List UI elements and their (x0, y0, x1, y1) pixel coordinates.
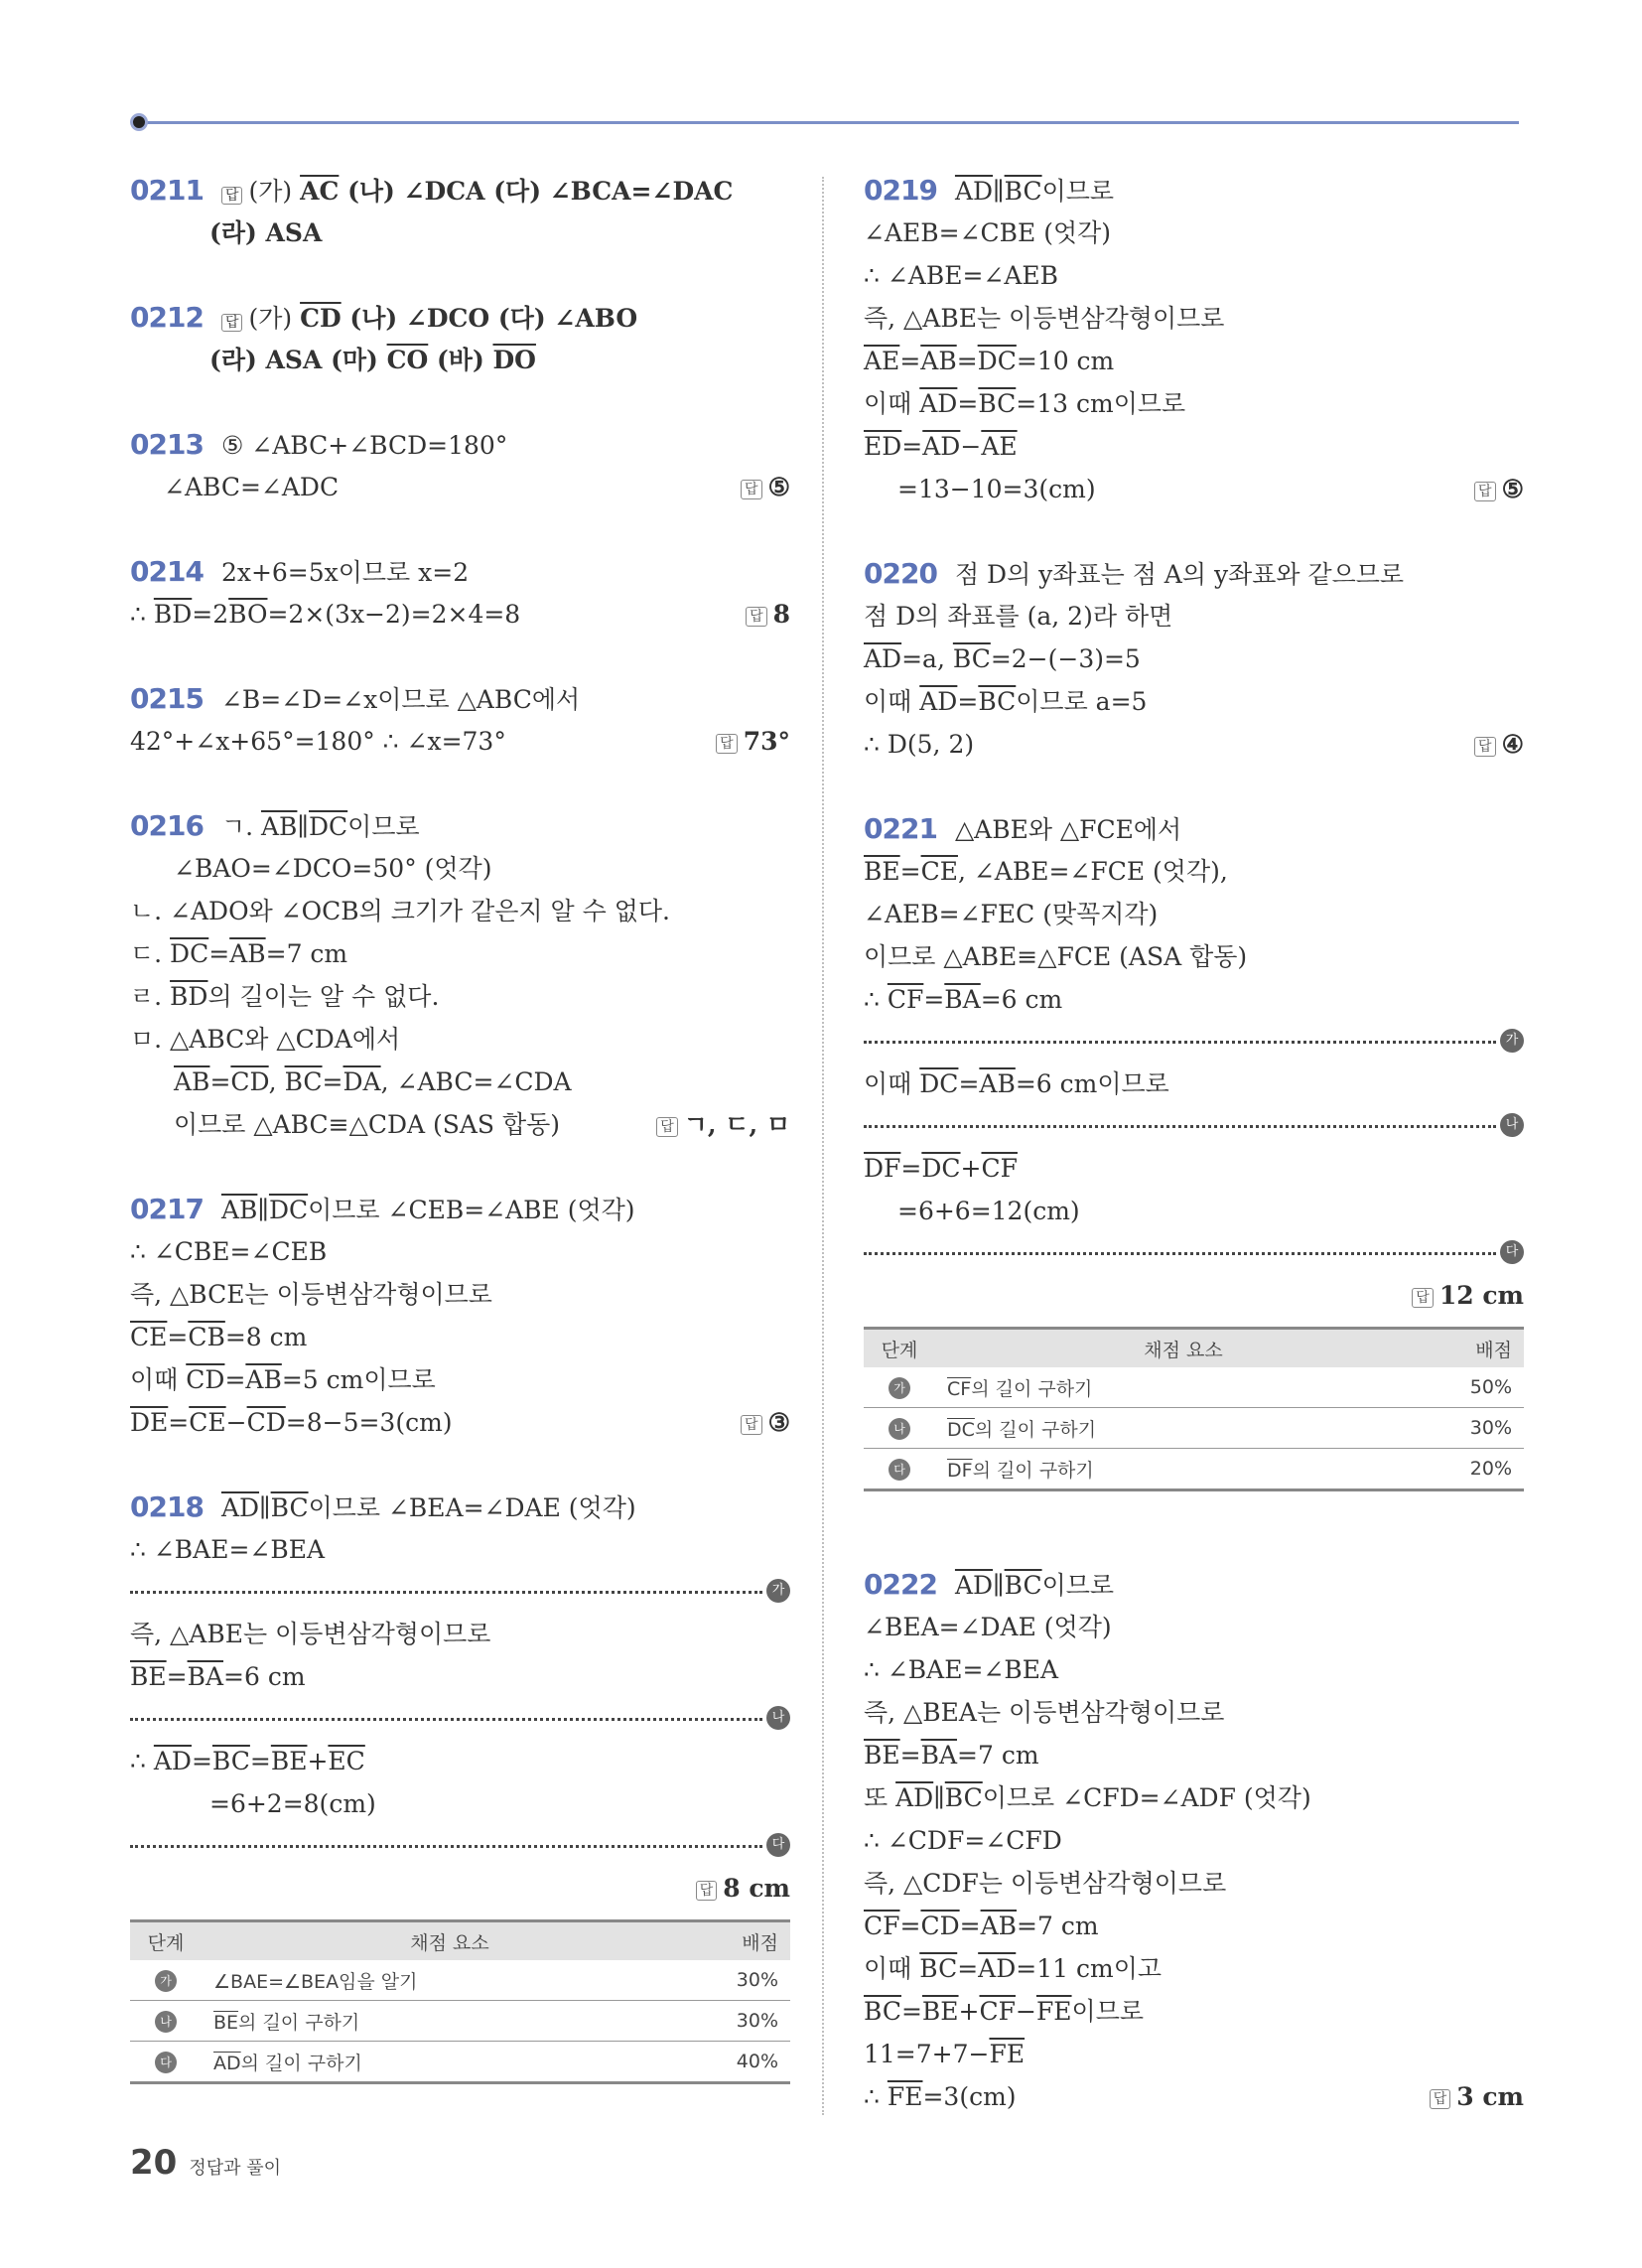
answer-box: 답 ⑤ (1474, 468, 1524, 510)
table-row: 다 $\overline{DF}$의 길이 구하기 20% (864, 1449, 1524, 1490)
column-divider (822, 177, 824, 2115)
problem-0221-line4: 이므로 △ABE≡△FCE (ASA 합동) (864, 942, 1248, 971)
problem-0220-line1: 0220 점 D의 y좌표는 점 A의 y좌표와 같으므로 (864, 557, 1405, 590)
problem-0218-line3: 즉, △ABE는 이등변삼각형이므로 (130, 1620, 491, 1648)
overline-segment: $\overline{AB}$ (260, 812, 298, 841)
overline-segment: $\overline{CE}$ (130, 1323, 168, 1351)
overline-segment: $\overline{AD}$ (220, 1493, 260, 1522)
step-divider (864, 1027, 1524, 1057)
problem-0217-line4: $\overline{CE}=\overline{CB}=8$ cm (130, 1323, 308, 1351)
problem-0222-line5: $\overline{BE}=\overline{BA}=7$ cm (864, 1741, 1039, 1770)
overline-segment: $\overline{DC}$ (308, 812, 348, 841)
step-marker: 가 (1500, 1029, 1524, 1053)
answer-tag: 답 (221, 177, 249, 206)
left-column (130, 169, 790, 2084)
problem-0214-line1: 0214 2x+6=5x이므로 x=2 (130, 555, 470, 588)
problem-0216-line6: ㅁ. △ABC와 △CDA에서 (130, 1025, 401, 1054)
problem-0216-line3: ㄴ. ∠ADO와 ∠OCB의 크기가 같은지 알 수 없다. (130, 897, 670, 925)
answer-box: 답 ⑤ (741, 466, 790, 508)
step-marker: 다 (889, 1459, 910, 1481)
answer-box: 답 73° (716, 720, 790, 763)
problem-0221-line8: =6+6=12(cm) (897, 1197, 1080, 1225)
overline-segment: $\overline{AB}$ (229, 939, 266, 968)
table-row: 가 $\overline{CF}$의 길이 구하기 50% (864, 1367, 1524, 1408)
problem-0222-line1: 0222 $\overline{AD}\parallel\overline{BC}$이므로 (864, 1568, 1115, 1601)
overline-segment: $\overline{DC}$ (268, 1196, 309, 1224)
page-footer (130, 2143, 281, 2183)
step-divider (864, 1238, 1524, 1268)
answer-box: 답 12 cm (1412, 1274, 1524, 1317)
problem-0222-line8: 즉, △CDF는 이등변삼각형이므로 (864, 1869, 1227, 1898)
problem-0219-line5: $\overline{AE}=\overline{AB}=\overline{DC}=10$ cm (864, 347, 1115, 375)
problem-0222-line9: $\overline{CF}=\overline{CD}=\overline{AB}=7$ cm (864, 1912, 1099, 1940)
step-divider (130, 1704, 790, 1734)
problem-0221-line3: ∠AEB=∠FEC (맞꼭지각) (864, 900, 1159, 928)
overline-segment: $\overline{DA}$ (342, 1067, 381, 1096)
step-marker: 다 (766, 1833, 790, 1857)
col-header: 배점 (1432, 1329, 1524, 1368)
col-header: 단계 (864, 1329, 935, 1368)
col-header: 배점 (698, 1921, 790, 1961)
problem-0222-line2: ∠BEA=∠DAE (엇각) (864, 1613, 1112, 1641)
overline-segment: $\overline{DC}$ (170, 939, 209, 968)
overline-segment: $\overline{AD}$ (153, 1747, 192, 1775)
overline-segment: $\overline{CD}$ (300, 304, 342, 333)
overline-segment: $\overline{AB}$ (174, 1067, 210, 1096)
problem-0218-line6: =6+2=8(cm) (209, 1789, 376, 1818)
step-marker: 나 (155, 2011, 177, 2033)
problem-0221-line2: $\overline{BE}=\overline{CE}$, ∠ABE=∠FCE (엇각), (864, 857, 1228, 886)
problem-0216-line5: ㄹ. $\overline{BD}$의 길이는 알 수 없다. (130, 982, 440, 1011)
problem-0222-line13: ∴ $\overline{FE}=3(cm)$ 답 3 cm (864, 2075, 1524, 2118)
problem-0216-line1: 0216 ㄱ. $\overline{AB}\parallel\overline{DC}$이므로 (130, 809, 420, 842)
problem-0220-line3: $\overline{AD}=a$, $\overline{BC}=2-(-3)=5$ (864, 644, 1141, 673)
header-bullet (130, 113, 148, 131)
step-marker: 다 (155, 2052, 177, 2073)
col-header: 단계 (130, 1921, 202, 1961)
problem-0222-line10: 이때 $\overline{BC}=\overline{AD}=11$ cm이고 (864, 1954, 1162, 1983)
problem-number: 0215 (130, 682, 204, 715)
problem-0215-line2: 42°+∠x+65°=180° ∴ ∠x=73° 답 73° (130, 720, 790, 763)
scoring-table (864, 1327, 1524, 1491)
overline-segment: $\overline{EC}$ (328, 1747, 365, 1775)
overline-segment: $\overline{BD}$ (153, 600, 193, 629)
problem-number: 0219 (864, 174, 937, 207)
problem-0219-line8: =13−10=3(cm) 답 ⑤ (864, 468, 1524, 510)
problem-0215-line1: 0215 ∠B=∠D=∠x이므로 △ABC에서 (130, 682, 581, 715)
scoring-table (130, 1919, 790, 2084)
problem-0219-line4: 즉, △ABE는 이등변삼각형이므로 (864, 304, 1225, 333)
problem-number: 0217 (130, 1193, 204, 1225)
problem-number: 0220 (864, 557, 937, 590)
table-row: 나 $\overline{BE}$의 길이 구하기 30% (130, 2001, 790, 2042)
answer-box: 답 8 cm (696, 1867, 790, 1910)
problem-number: 0218 (130, 1490, 204, 1523)
overline-segment: $\overline{BE}$ (130, 1662, 167, 1691)
step-marker: 가 (155, 1970, 177, 1992)
overline-segment: $\overline{BE}$ (270, 1747, 308, 1775)
step-divider (130, 1577, 790, 1607)
step-marker: 나 (766, 1706, 790, 1730)
overline-segment: $\overline{CD}$ (230, 1067, 269, 1096)
header-rule (139, 121, 1519, 124)
problem-0212-line2: (라) ASA (마) $\overline{CO}$ (바) $\overline{DO}$ (209, 346, 536, 374)
table-row: 가 ∠BAE=∠BEA임을 알기 30% (130, 1960, 790, 2001)
overline-segment: $\overline{AB}$ (220, 1196, 258, 1224)
step-marker: 다 (1500, 1240, 1524, 1264)
problem-0220-line2: 점 D의 좌표를 (a, 2)라 하면 (864, 602, 1173, 631)
step-divider (864, 1111, 1524, 1141)
problem-0219-line6: 이때 $\overline{AD}=\overline{BC}=13$ cm이므로 (864, 389, 1186, 418)
overline-segment: $\overline{BC}$ (211, 1747, 250, 1775)
problem-0214-line2: ∴ $\overline{BD}=2\overline{BO}=2\times(3x-2)=2\times 4=8$ 답 8 (130, 593, 790, 636)
overline-segment: $\overline{BO}$ (228, 600, 268, 629)
step-marker: 가 (889, 1377, 910, 1399)
answer-box: 답 ④ (1474, 723, 1524, 766)
problem-0219-line3: ∴ ∠ABE=∠AEB (864, 261, 1059, 290)
problem-0221-line5: ∴ $\overline{CF}=\overline{BA}=6$ cm (864, 985, 1063, 1014)
table-row: 다 $\overline{AD}$의 길이 구하기 40% (130, 2042, 790, 2083)
overline-segment: $\overline{BC}$ (284, 1067, 323, 1096)
overline-segment: $\overline{DO}$ (492, 346, 536, 374)
problem-0217-line6: $\overline{DE}=\overline{CE}-\overline{CD}=8-5=3(cm)$ 답 ③ (130, 1401, 790, 1444)
problem-0222-line7: ∴ ∠CDF=∠CFD (864, 1826, 1062, 1855)
right-column (864, 169, 1524, 2118)
step-marker: 가 (766, 1579, 790, 1603)
problem-0218-line5: ∴ $\overline{AD}=\overline{BC}=\overline{BE}+\overline{EC}$ (130, 1747, 365, 1775)
problem-0222-line3: ∴ ∠BAE=∠BEA (864, 1655, 1059, 1684)
problem-0217-line1: 0217 $\overline{AB}\parallel\overline{DC}$이므로 ∠CEB=∠ABE (엇각) (130, 1193, 635, 1225)
overline-segment: $\overline{CE}$ (189, 1408, 226, 1437)
overline-segment: $\overline{CD}$ (186, 1365, 225, 1394)
problem-0211-line2: (라) ASA (209, 218, 323, 247)
col-header: 채점 요소 (202, 1921, 698, 1961)
problem-0221-line6: 이때 $\overline{DC}=\overline{AB}=6$ cm이므로 (864, 1069, 1169, 1098)
problem-0218-line2: ∴ ∠BAE=∠BEA (130, 1535, 326, 1564)
problem-0216-line4: ㄷ. $\overline{DC}=\overline{AB}=7$ cm (130, 939, 348, 968)
problem-number: 0214 (130, 555, 204, 588)
answer-tag: 답 (221, 314, 243, 332)
overline-segment: $\overline{DE}$ (130, 1408, 169, 1437)
overline-segment: $\overline{CO}$ (386, 346, 429, 374)
problem-0219-line7: $\overline{ED}=\overline{AD}-\overline{AE}$ (864, 432, 1018, 461)
problem-0213-line2: ∠ABC=∠ADC 답 ⑤ (130, 466, 790, 508)
problem-0217-line5: 이때 $\overline{CD}=\overline{AB}=5$ cm이므로 (130, 1365, 436, 1394)
table-row: 나 $\overline{DC}$의 길이 구하기 30% (864, 1408, 1524, 1449)
step-divider (130, 1831, 790, 1861)
problem-0216-line8: 이므로 △ABC≡△CDA (SAS 합동) 답 ㄱ, ㄷ, ㅁ (130, 1103, 790, 1146)
problem-0212-line1: 0212 답 (가) $\overline{CD}$ (나) ∠DCO (다) ∠ABO (130, 301, 638, 334)
problem-0218-line1: 0218 $\overline{AD}\parallel\overline{BC}$이므로 ∠BEA=∠DAE (엇각) (130, 1490, 636, 1523)
overline-segment: $\overline{BC}$ (270, 1493, 309, 1522)
problem-0222-line12: $11=7+7-\overline{FE}$ (864, 2040, 1026, 2068)
problem-0211-line1: 0211 답 (가) $\overline{AC}$ (나) ∠DCA (다) ∠BCA=∠DAC (130, 174, 734, 207)
problem-number: 0222 (864, 1568, 937, 1601)
problem-number: 0221 (864, 812, 937, 845)
problem-number: 0212 (130, 301, 204, 334)
step-marker: 나 (889, 1418, 910, 1440)
answer-box: 답 3 cm (1430, 2075, 1524, 2118)
problem-0218-answer (130, 1867, 790, 1910)
overline-segment: $\overline{BD}$ (170, 982, 208, 1011)
problem-0221-answer (864, 1274, 1524, 1317)
problem-0217-line2: ∴ ∠CBE=∠CEB (130, 1237, 328, 1266)
problem-0222-line11: $\overline{BC}=\overline{BE}+\overline{CF}-\overline{FE}$이므로 (864, 1997, 1144, 2026)
overline-segment: $\overline{CB}$ (188, 1323, 225, 1351)
problem-0218-line4: $\overline{BE}=\overline{BA}=6$ cm (130, 1662, 306, 1691)
problem-0213-line1: 0213 ⑤ ∠ABC+∠BCD=180° (130, 428, 508, 461)
problem-number: 0213 (130, 428, 204, 461)
page-number: 20 (130, 2143, 178, 2183)
problem-0221-line7: $\overline{DF}=\overline{DC}+\overline{CF}$ (864, 1154, 1018, 1183)
problem-0220-line4: 이때 $\overline{AD}=\overline{BC}$이므로 a=5 (864, 687, 1148, 716)
problem-0216-line2: ∠BAO=∠DCO=50° (엇각) (174, 854, 492, 883)
col-header: 채점 요소 (935, 1329, 1432, 1368)
problem-0221-line1: 0221 △ABE와 △FCE에서 (864, 812, 1182, 845)
overline-segment: $\overline{AC}$ (300, 177, 340, 206)
problem-0219-line2: ∠AEB=∠CBE (엇각) (864, 218, 1112, 247)
overline-segment: $\overline{AB}$ (245, 1365, 282, 1394)
problem-0216-line7: $\overline{AB}=\overline{CD}$, $\overline{BC}=\overline{DA}$, ∠ABC=∠CDA (174, 1067, 572, 1096)
problem-number: 0211 (130, 174, 204, 207)
problem-0220-line5: ∴ D(5, 2) 답 ④ (864, 723, 1524, 766)
problem-0217-line3: 즉, △BCE는 이등변삼각형이므로 (130, 1280, 492, 1309)
answer-box: 답 8 (746, 593, 790, 636)
problem-0219-line1: 0219 $\overline{AD}\parallel\overline{BC}$이므로 (864, 174, 1115, 207)
footer-title: 정답과 풀이 (189, 2158, 281, 2179)
problem-number: 0216 (130, 809, 204, 842)
problem-0222-line6: 또 $\overline{AD}\parallel\overline{BC}$이므로 ∠CFD=∠ADF (엇각) (864, 1783, 1311, 1812)
overline-segment: $\overline{CD}$ (246, 1408, 286, 1437)
step-marker: 나 (1500, 1113, 1524, 1137)
problem-0222-line4: 즉, △BEA는 이등변삼각형이므로 (864, 1698, 1225, 1727)
overline-segment: $\overline{BA}$ (187, 1662, 224, 1691)
answer-box: 답 ㄱ, ㄷ, ㅁ (656, 1103, 790, 1146)
answer-box: 답 ③ (741, 1401, 790, 1444)
